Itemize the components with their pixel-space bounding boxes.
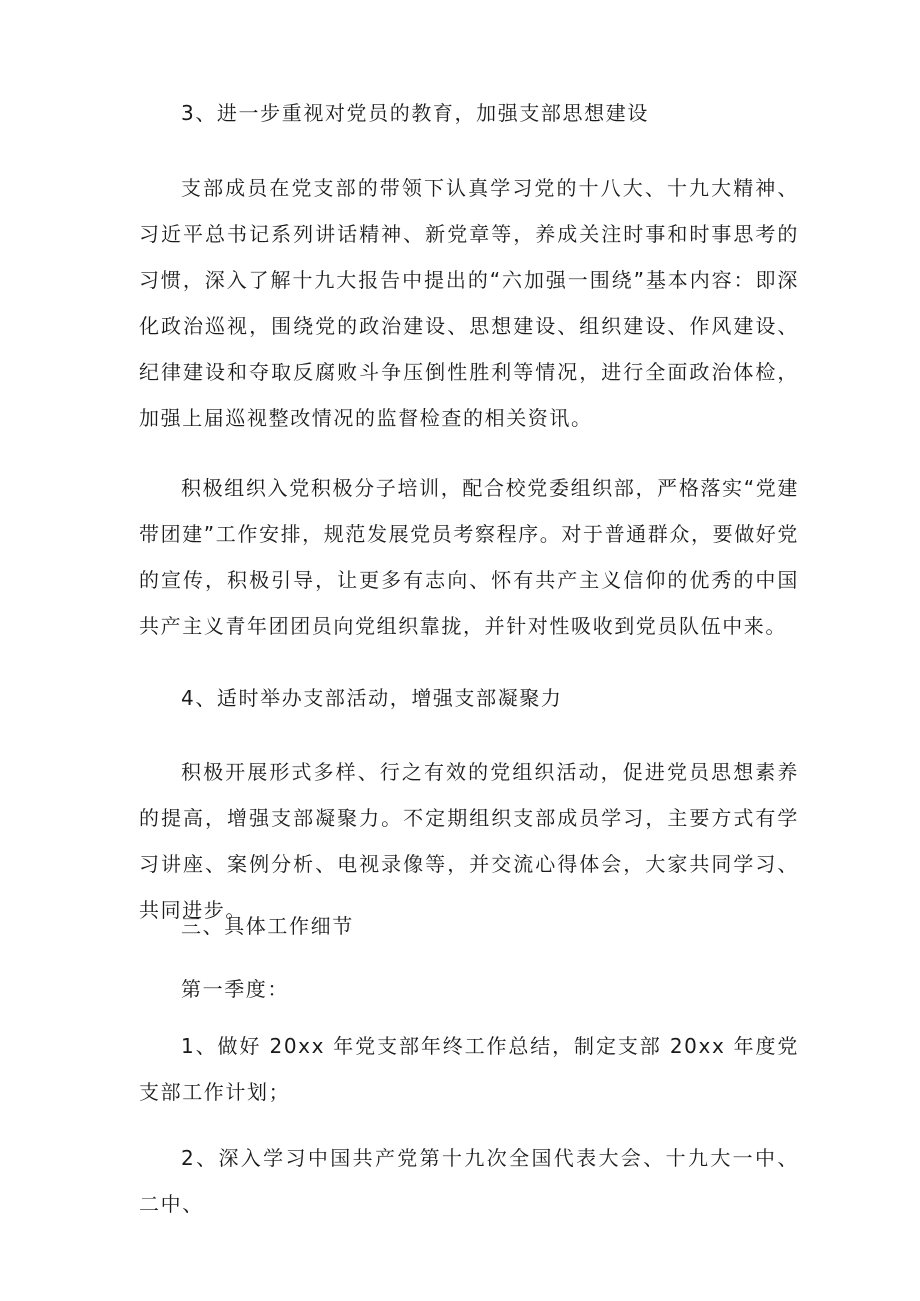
heading-3: 3、进一步重视对党员的教育，加强支部思想建设 bbox=[181, 101, 649, 125]
heading-4: 4、适时举办支部活动，增强支部凝聚力 bbox=[181, 686, 563, 710]
list-item-1: 1、做好 20xx 年党支部年终工作总结，制定支部 20xx 年度党支部工作计划； bbox=[139, 1034, 799, 1104]
paragraph-study: 支部成员在党支部的带领下认真学习党的十八大、十九大精神、习近平总书记系列讲话精神、新党章等，养成关注时事和时事思考的习惯，深入了解十九大报告中提出的“六加强一围绕”基本内容：即深化政治巡视，围绕党的政治建设、思想建设、组织建设、作风建设、纪律建设和夺取反腐败斗争压倒性胜利等情况，进行全面政治体检，加强上届巡视整改情况的监督检查的相关资讯。 bbox=[139, 176, 799, 430]
list-item-2: 2、深入学习中国共产党第十九次全国代表大会、十九大一中、二中、 bbox=[139, 1146, 799, 1216]
paragraph-activities: 积极开展形式多样、行之有效的党组织活动，促进党员思想素养的提高，增强支部凝聚力。不定期组织支部成员学习，主要方式有学习讲座、案例分析、电视录像等，并交流心得体会，大家共同学习、共同进步。 bbox=[139, 760, 799, 922]
quarter-label: 第一季度： bbox=[181, 977, 289, 1001]
paragraph-training: 积极组织入党积极分子培训，配合校党委组织部，严格落实“党建带团建”工作安排，规范发展党员考察程序。对于普通群众，要做好党的宣传，积极引导，让更多有志向、怀有共产主义信仰的优秀的中国共产主义青年团团员向党组织靠拢，并针对性吸收到党员队伍中来。 bbox=[139, 476, 799, 638]
section-title: 三、具体工作细节 bbox=[181, 914, 354, 938]
